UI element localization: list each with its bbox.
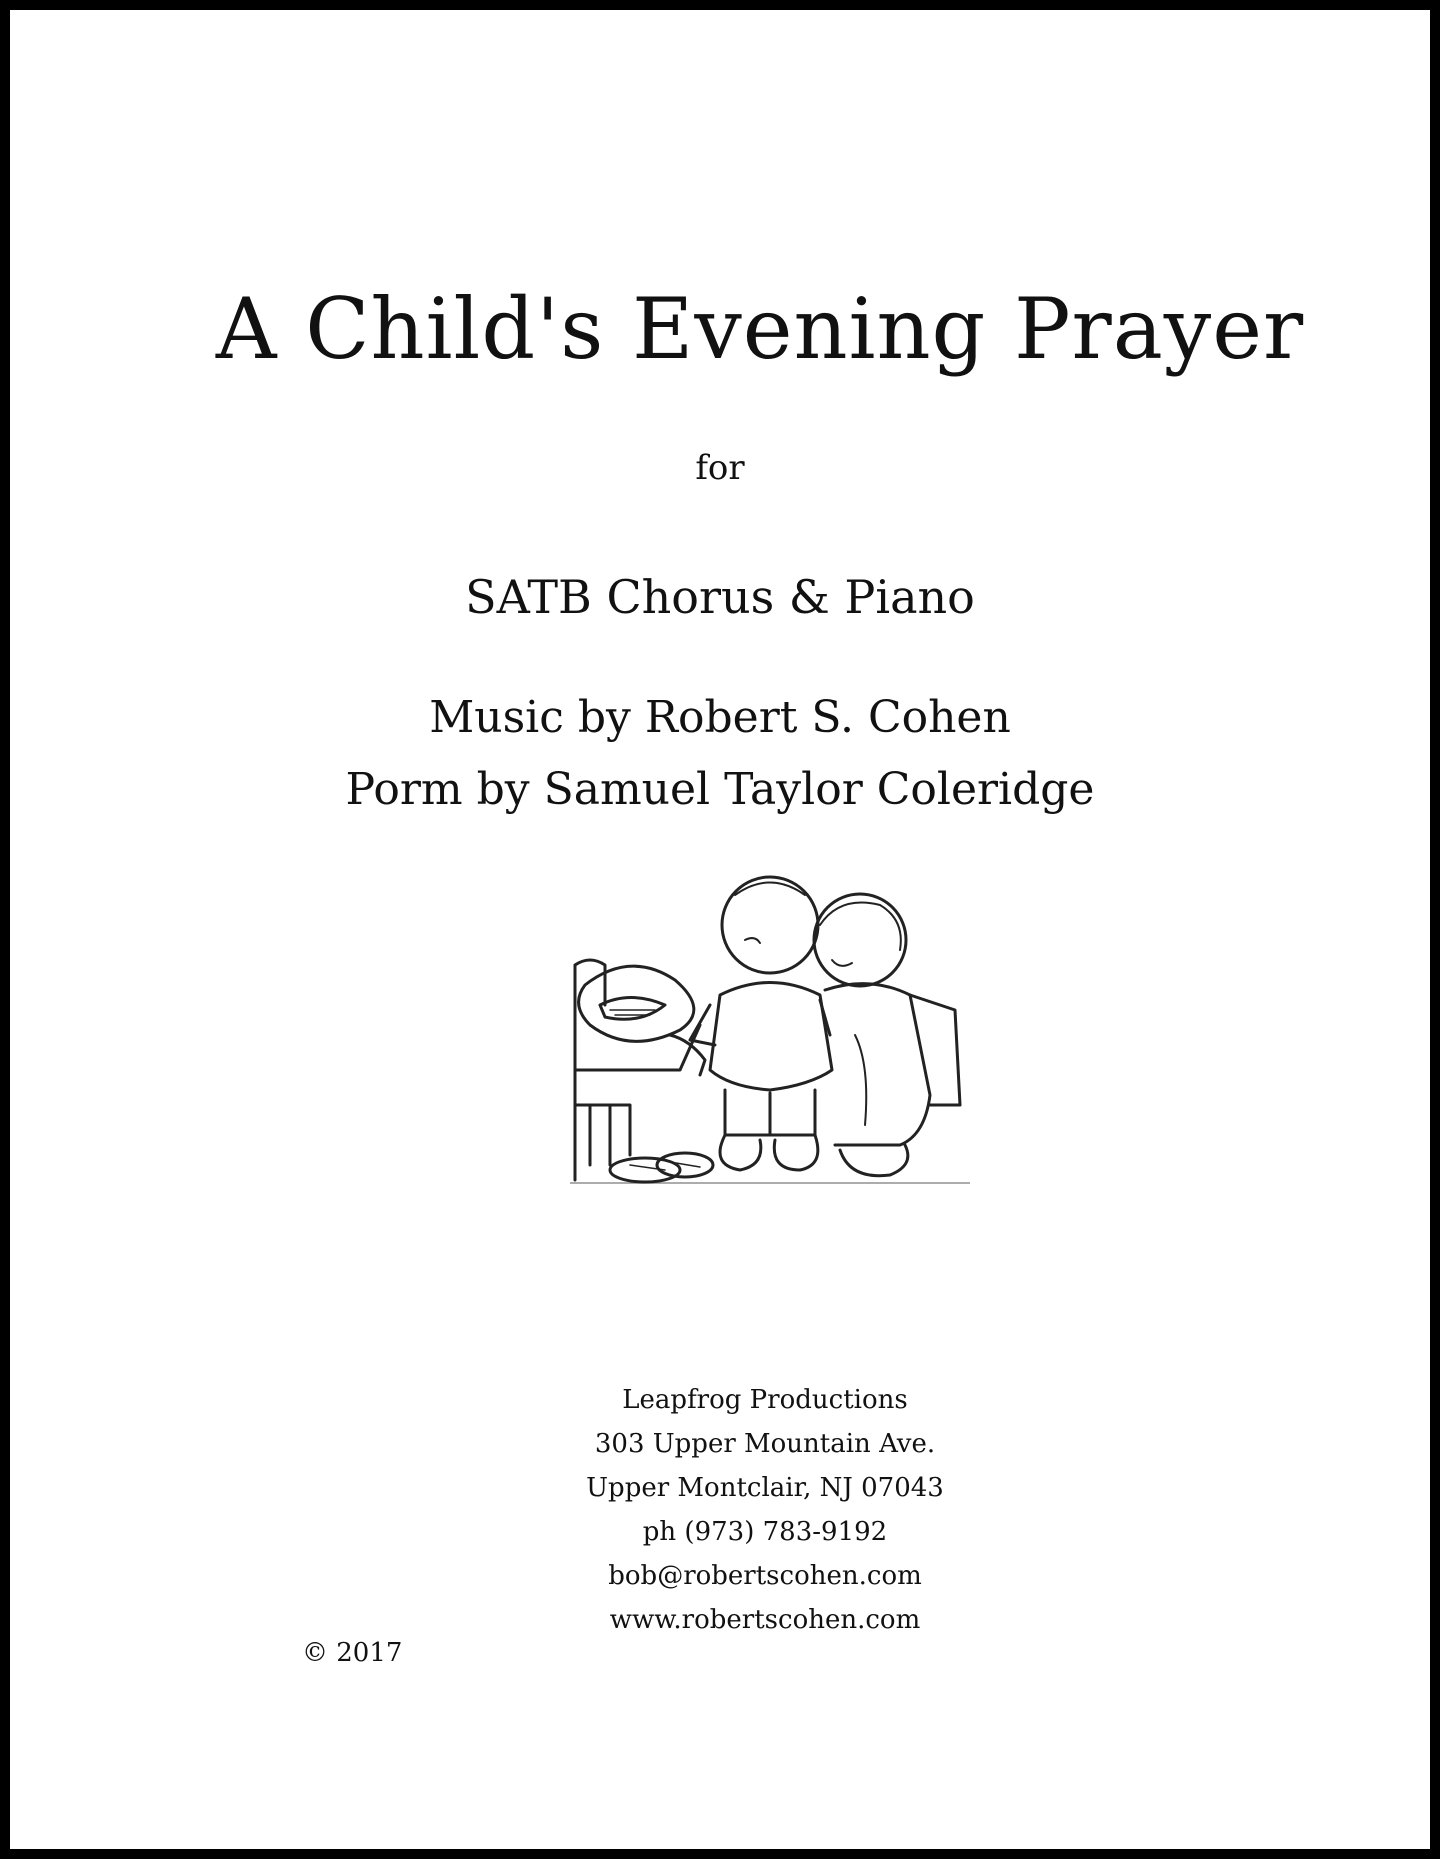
copyright-notice: © 2017 xyxy=(302,1638,403,1668)
publisher-website[interactable]: www.robertscohen.com xyxy=(609,1605,921,1635)
children-praying-illustration xyxy=(570,865,970,1190)
publisher-name: Leapfrog Productions xyxy=(622,1385,908,1415)
instrumentation: SATB Chorus & Piano xyxy=(465,570,975,624)
poem-credit: Porm by Samuel Taylor Coleridge xyxy=(345,764,1095,815)
music-credit: Music by Robert S. Cohen xyxy=(429,692,1011,743)
for-label: for xyxy=(695,448,745,488)
page-title: A Child's Evening Prayer xyxy=(215,280,1305,378)
publisher-email[interactable]: bob@robertscohen.com xyxy=(608,1561,922,1591)
publisher-address-line1: 303 Upper Mountain Ave. xyxy=(594,1429,936,1459)
publisher-phone: ph (973) 783-9192 xyxy=(642,1517,888,1547)
publisher-address-line2: Upper Montclair, NJ 07043 xyxy=(586,1473,944,1503)
publisher-block xyxy=(55,1378,1440,1642)
